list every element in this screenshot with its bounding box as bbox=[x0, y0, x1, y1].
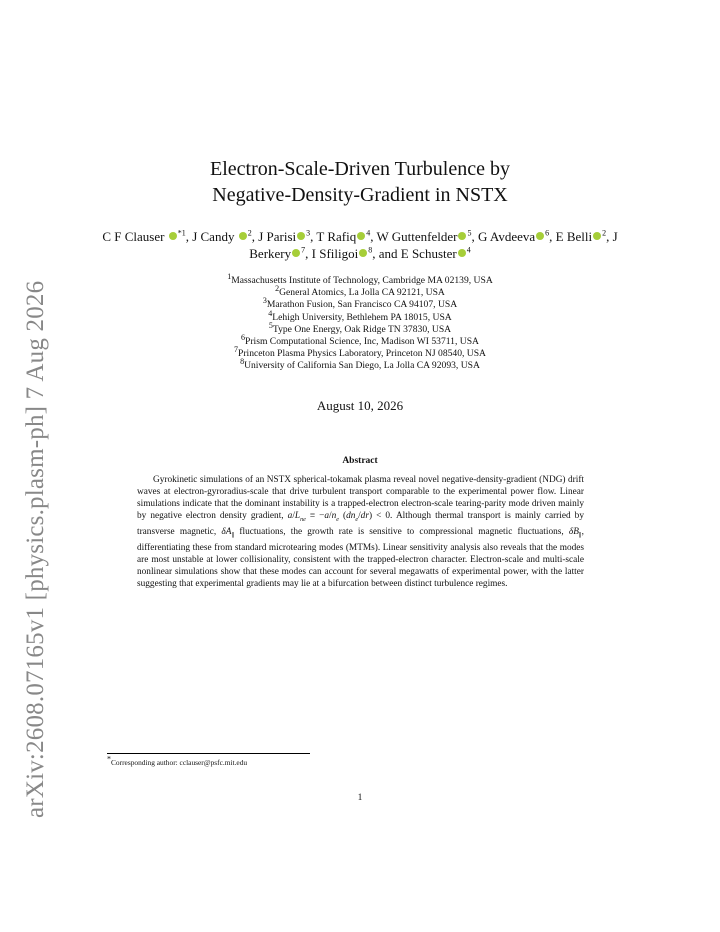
author-name: I Sfiligoi bbox=[311, 246, 359, 261]
author-marker: 8 bbox=[368, 245, 373, 255]
affiliation-text: Lehigh University, Bethlehem PA 18015, USA bbox=[272, 311, 452, 323]
affiliation-line bbox=[0, 271, 720, 287]
footnote-marker: * bbox=[107, 754, 111, 764]
abstract-text: Gyrokinetic simulations of an NSTX spherical-tokamak plasma reveal novel negative-density-gradient (NDG) drift waves at electron-gyroradius-scale that drive turbulent transport comparable to the experimental power flow. Linear simulations indicate that the dominant instability is a trapped-electron electron-scale tearing-parity mode driven mainly by negative electron density gradient, bbox=[137, 475, 584, 522]
author-name: J Candy bbox=[192, 229, 235, 244]
orcid-icon[interactable] bbox=[458, 249, 466, 257]
author-marker: *1 bbox=[177, 228, 186, 238]
orcid-icon[interactable] bbox=[169, 232, 177, 240]
orcid-icon[interactable] bbox=[593, 232, 601, 240]
affiliation-text: Princeton Plasma Physics Laboratory, Princeton NJ 08540, USA bbox=[238, 348, 486, 360]
abstract-text: , differentiating these from standard microtearing modes (MTMs). Linear sensitivity analysis also reveals that the modes are most unstable at lower collisionality, consistent with the trapped-electron character. Electron-scale and multi-scale nonlinear simulations show that these modes can account for several megawatts of experimental power, with the latter suggesting that experimental gradients may lie at a bifurcation between distinct turbulence regimes. bbox=[137, 527, 584, 590]
affiliation-line bbox=[0, 345, 720, 360]
arxiv-identifier: arXiv:2608.07165v1 [physics.plasm-ph] 7 Aug 2026 bbox=[22, 280, 49, 818]
author-marker: 2 bbox=[602, 228, 607, 238]
title-line-2: Negative-Density-Gradient in NSTX bbox=[212, 184, 508, 206]
author-name: J Parisi bbox=[258, 229, 297, 244]
paper-title bbox=[0, 156, 720, 208]
author-list: C F Clauser $^{*1}$, J Candy $^2$, J Parisi $^3$, T Rafiq $^4$, W Guttenfelder $^5$, G Avdeeva $^6$, E Belli $^2$, J Berkery $^7$, I Sfiligoi $^8$, and E Schuster $^4$ bbox=[102, 228, 618, 261]
affiliations bbox=[0, 271, 720, 373]
affiliation-line bbox=[0, 308, 720, 324]
abstract-text: fluctuations, the growth rate is sensitive to compressional magnetic fluctuations, bbox=[234, 527, 569, 538]
author-marker: 5 bbox=[467, 228, 472, 238]
page-number: 1 bbox=[357, 793, 363, 803]
affiliation-line bbox=[0, 357, 720, 372]
abstract-paragraph bbox=[137, 474, 584, 590]
author-marker: 4 bbox=[466, 245, 471, 255]
affiliation-line bbox=[0, 332, 720, 348]
affiliation-text: Marathon Fusion, San Francisco CA 94107, USA bbox=[266, 299, 458, 311]
orcid-icon[interactable] bbox=[292, 249, 300, 257]
orcid-icon[interactable] bbox=[458, 232, 466, 240]
orcid-icon[interactable] bbox=[239, 232, 247, 240]
affiliation-number: 3 bbox=[262, 296, 267, 306]
author-name: C F Clauser bbox=[102, 229, 165, 244]
title-line-1: Electron-Scale-Driven Turbulence by bbox=[210, 158, 510, 180]
publication-date: August 10, 2026 bbox=[316, 398, 404, 413]
affiliation-line bbox=[0, 284, 720, 299]
footnote-rule bbox=[107, 753, 310, 754]
abstract-text: Although thermal transport is mainly carried by transverse magnetic, bbox=[137, 511, 584, 538]
footnote-text: Corresponding author: cclauser@psfc.mit.edu bbox=[111, 758, 248, 767]
affiliation-number: 1 bbox=[227, 271, 232, 281]
affiliation-text: Prism Computational Science, Inc, Madison WI 53711, USA bbox=[245, 336, 479, 348]
equation-density-gradient: $a/L_{ne} \equiv -a/n_e$ $(dn_e/dr) < 0$. bbox=[287, 511, 393, 523]
affiliation-number: 5 bbox=[268, 320, 273, 330]
math-delta-a-parallel: $\delta A_\parallel$ bbox=[221, 527, 235, 539]
abstract-heading: Abstract bbox=[342, 456, 378, 466]
affiliation-text: General Atomics, La Jolla CA 92121, USA bbox=[279, 287, 445, 299]
author-name: E Schuster bbox=[400, 246, 457, 261]
affiliation-number: 6 bbox=[241, 332, 246, 342]
orcid-icon[interactable] bbox=[359, 249, 367, 257]
author-name: E Belli bbox=[555, 229, 593, 244]
affiliation-text: Massachusetts Institute of Technology, Cambridge MA 02139, USA bbox=[231, 275, 493, 286]
orcid-icon[interactable] bbox=[536, 232, 544, 240]
author-marker: 6 bbox=[545, 228, 550, 238]
orcid-icon[interactable] bbox=[297, 232, 305, 240]
affiliation-line bbox=[0, 296, 720, 311]
author-marker: 3 bbox=[306, 228, 311, 238]
corresponding-author-footnote bbox=[107, 754, 248, 767]
orcid-icon[interactable] bbox=[357, 232, 365, 240]
affiliation-number: 2 bbox=[275, 284, 280, 294]
author-marker: 2 bbox=[247, 228, 252, 238]
affiliation-text: Type One Energy, Oak Ridge TN 37830, USA bbox=[272, 323, 452, 335]
affiliation-line bbox=[0, 320, 720, 336]
author-name: T Rafiq bbox=[316, 229, 357, 244]
author-name: G Avdeeva bbox=[477, 229, 536, 244]
affiliation-number: 8 bbox=[240, 357, 245, 367]
author-marker: 7 bbox=[301, 245, 306, 255]
math-delta-b-parallel: $\delta B_\parallel$ bbox=[568, 527, 582, 539]
author-name: W Guttenfelder bbox=[376, 229, 458, 244]
affiliation-text: University of California San Diego, La Jolla CA 92093, USA bbox=[244, 360, 480, 372]
author-marker: 4 bbox=[366, 228, 371, 238]
abstract-body bbox=[137, 474, 584, 590]
affiliation-number: 7 bbox=[234, 345, 238, 355]
affiliation-number: 4 bbox=[268, 308, 273, 318]
author-name: J Berkery bbox=[249, 229, 618, 261]
